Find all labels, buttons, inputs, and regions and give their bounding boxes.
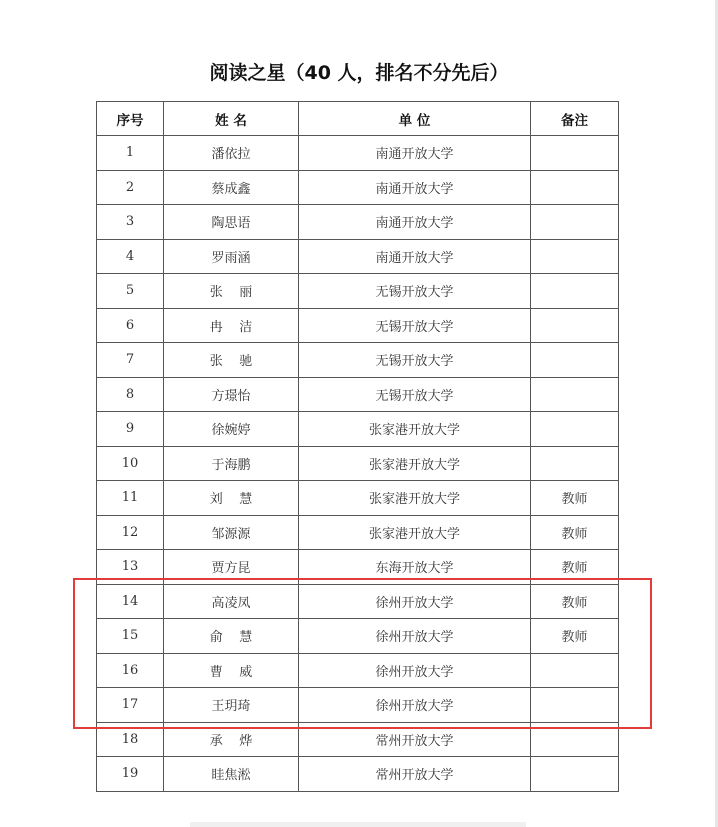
cell-note: 教师 [531,515,619,550]
cell-note [531,377,619,412]
cell-note [531,757,619,792]
header-note: 备注 [531,102,619,136]
cell-name: 曹 威 [164,653,299,688]
table-row [97,653,619,688]
cell-name: 陶思语 [164,205,299,240]
cell-number: 19 [97,757,164,792]
cell-number: 10 [97,446,164,481]
table-row [97,239,619,274]
cell-unit: 张家港开放大学 [299,446,531,481]
cell-number: 3 [97,205,164,240]
table-row [97,688,619,723]
table-row [97,446,619,481]
cell-name: 冉 洁 [164,308,299,343]
cell-note: 教师 [531,481,619,516]
cell-unit: 无锡开放大学 [299,308,531,343]
cell-note [531,653,619,688]
cell-unit: 常州开放大学 [299,757,531,792]
table-row [97,619,619,654]
cell-number: 13 [97,550,164,585]
table-row [97,722,619,757]
cell-number: 4 [97,239,164,274]
cell-name: 张 驰 [164,343,299,378]
header-name: 姓 名 [164,102,299,136]
cell-name: 承 烨 [164,722,299,757]
table-row [97,515,619,550]
cell-unit: 东海开放大学 [299,550,531,585]
table-row [97,136,619,171]
cell-number: 18 [97,722,164,757]
table-row [97,481,619,516]
cell-unit: 无锡开放大学 [299,377,531,412]
table-row [97,550,619,585]
cell-name: 蔡成鑫 [164,170,299,205]
cell-unit: 无锡开放大学 [299,343,531,378]
cell-name: 贾方昆 [164,550,299,585]
cell-number: 8 [97,377,164,412]
cell-note [531,688,619,723]
document-title: 阅读之星（40 人，排名不分先后） [209,62,509,84]
cell-name: 徐婉婷 [164,412,299,447]
cell-note [531,446,619,481]
cell-unit: 徐州开放大学 [299,619,531,654]
cell-unit: 张家港开放大学 [299,481,531,516]
cell-name: 俞 慧 [164,619,299,654]
cell-unit: 南通开放大学 [299,239,531,274]
cell-name: 张 丽 [164,274,299,309]
cell-note [531,343,619,378]
cell-number: 2 [97,170,164,205]
cell-unit: 徐州开放大学 [299,584,531,619]
cell-name: 王玥琦 [164,688,299,723]
cell-note [531,170,619,205]
cell-unit: 南通开放大学 [299,170,531,205]
cell-unit: 徐州开放大学 [299,653,531,688]
table-row [97,584,619,619]
cell-number: 5 [97,274,164,309]
cell-note [531,136,619,171]
cell-number: 9 [97,412,164,447]
cell-number: 6 [97,308,164,343]
cell-note: 教师 [531,584,619,619]
table-row [97,412,619,447]
cell-number: 7 [97,343,164,378]
cell-unit: 张家港开放大学 [299,515,531,550]
cell-note [531,722,619,757]
table-header-row [97,102,619,136]
cell-name: 于海鹏 [164,446,299,481]
cell-number: 14 [97,584,164,619]
cell-number: 1 [97,136,164,171]
cell-name: 眭焦淞 [164,757,299,792]
table-row [97,757,619,792]
cell-name: 高凌凤 [164,584,299,619]
cell-number: 11 [97,481,164,516]
cell-name: 邹源源 [164,515,299,550]
header-unit: 单 位 [299,102,531,136]
table-row [97,343,619,378]
cell-name: 罗雨涵 [164,239,299,274]
table-row [97,205,619,240]
cell-note: 教师 [531,550,619,585]
table-row [97,274,619,309]
table-row [97,377,619,412]
cell-unit: 徐州开放大学 [299,688,531,723]
cell-number: 16 [97,653,164,688]
table-row [97,170,619,205]
cell-name: 潘依拉 [164,136,299,171]
cell-note [531,205,619,240]
cell-number: 17 [97,688,164,723]
header-number: 序号 [97,102,164,136]
cell-unit: 张家港开放大学 [299,412,531,447]
cell-unit: 无锡开放大学 [299,274,531,309]
cell-unit: 南通开放大学 [299,205,531,240]
cell-name: 刘 慧 [164,481,299,516]
cell-note [531,308,619,343]
cell-note [531,274,619,309]
roster-table [96,101,619,792]
cell-name: 方璟怡 [164,377,299,412]
cell-note [531,412,619,447]
cell-note: 教师 [531,619,619,654]
cell-number: 15 [97,619,164,654]
cell-unit: 常州开放大学 [299,722,531,757]
cell-unit: 南通开放大学 [299,136,531,171]
cell-number: 12 [97,515,164,550]
table-row [97,308,619,343]
cell-note [531,239,619,274]
page-bottom-artifact [190,822,526,827]
